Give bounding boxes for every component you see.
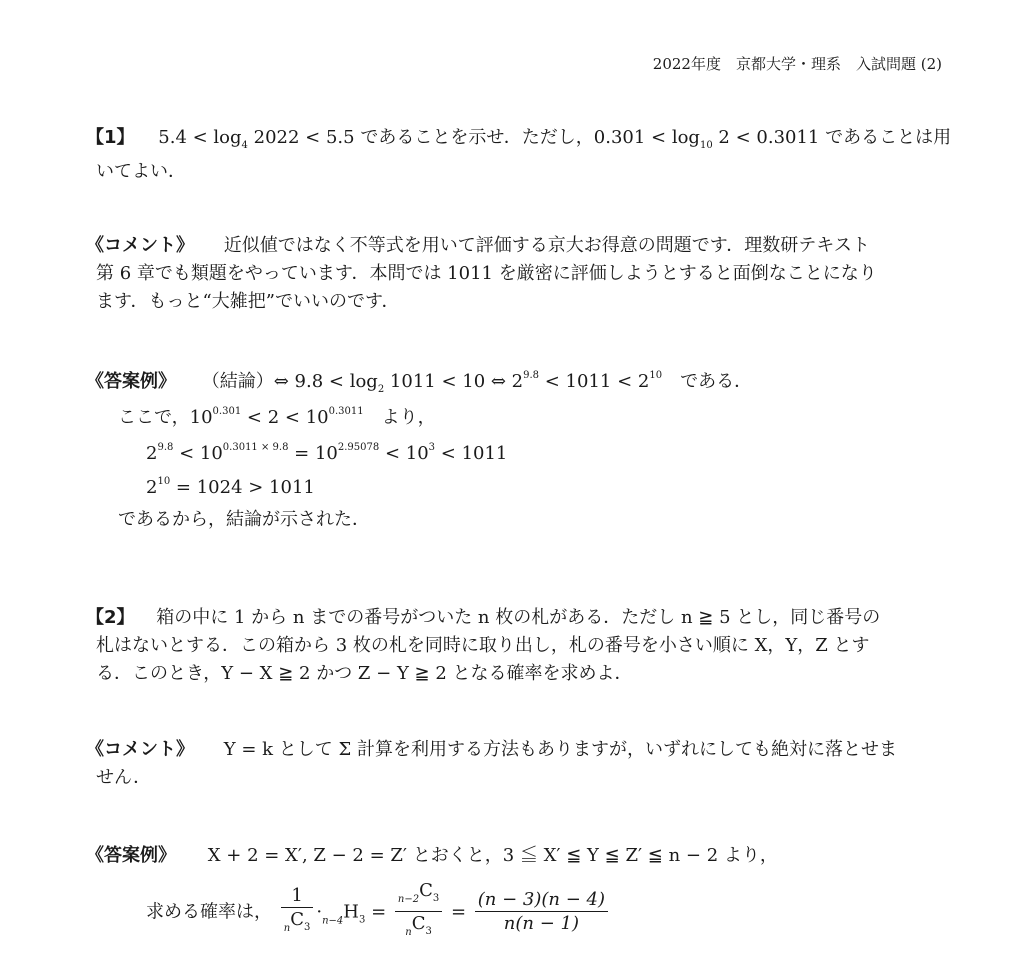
a3-t4: < 10 xyxy=(379,443,429,464)
comment1-label: 《コメント》 xyxy=(86,235,194,256)
comment1-line1 xyxy=(86,234,870,258)
comment2-t1: Y = k として Σ 計算を利用する方法もありますが，いずれにしても絶対に落とせま xyxy=(223,739,897,760)
a3-t2: < 10 xyxy=(173,443,223,464)
problem1-label: 【1】 xyxy=(86,127,135,148)
problem2-line3: る．このとき，Y − X ≧ 2 かつ Z − Y ≧ 2 となる確率を求めよ． xyxy=(96,663,633,684)
fraction-1 xyxy=(281,885,314,941)
a3-exp4: 3 xyxy=(428,442,436,453)
fraction-2-den: $_nC_3$ xyxy=(405,913,432,938)
answer1-line4 xyxy=(146,476,315,500)
mid-sub: 3 xyxy=(358,914,366,926)
a1-t4: である． xyxy=(662,371,753,392)
fraction-3 xyxy=(475,889,608,936)
fraction-2-num: $_{n-2}C_3$ xyxy=(395,880,442,912)
answer2-line2 xyxy=(146,880,611,947)
page-header: 2022年度 京都大学・理系 入試問題 (2) xyxy=(652,55,942,73)
eq1: = xyxy=(371,901,392,923)
a4-t1: 2 xyxy=(146,477,158,498)
problem2-line2: 札はないとする．この箱から 3 枚の札を同時に取り出し，札の番号を小さい順に X，Y，Z とす xyxy=(96,635,870,656)
problem1-line1 xyxy=(86,126,951,150)
comment1-line3: ます．もっと“大雑把”でいいのです． xyxy=(96,291,400,312)
problem2-line1 xyxy=(86,606,880,630)
a1-base: 2 xyxy=(377,384,385,395)
problem1-line2: いてよい． xyxy=(96,161,186,182)
a3-t5: < 1011 xyxy=(435,443,508,464)
a1-exp1: 9.8 xyxy=(523,370,540,381)
comment2-line1 xyxy=(86,738,897,762)
a2-exp2: 0.3011 xyxy=(328,406,364,417)
problem2-label: 【2】 xyxy=(86,607,135,628)
answer1-line3 xyxy=(146,442,507,466)
answer2-label: 《答案例》 xyxy=(86,845,176,866)
a3-exp3: 2.95078 xyxy=(337,442,380,453)
a2-exp1: 0.301 xyxy=(212,406,242,417)
fraction-1-num: 1 xyxy=(281,885,314,908)
fraction-1-den: $_nC_3$ xyxy=(283,908,311,934)
p1-t1: 5.4 < log xyxy=(158,127,242,148)
mid-h: H xyxy=(343,901,359,923)
fraction-2 xyxy=(395,880,442,945)
a3-t3: = 10 xyxy=(288,443,338,464)
p1-t2: 2022 < 5.5 であることを示せ．ただし，0.301 < log xyxy=(247,127,700,148)
fraction-3-den: n(n − 1) xyxy=(503,913,579,934)
a1-t3: < 1011 < 2 xyxy=(539,371,650,392)
answer1-line2 xyxy=(118,406,436,430)
a4-exp1: 10 xyxy=(157,476,171,487)
comment2-line2: せん． xyxy=(96,767,152,788)
dot-op: · xyxy=(316,901,323,923)
a4-t2: = 1024 > 1011 xyxy=(170,477,315,498)
answer2-label2: 求める確率は， xyxy=(146,901,272,923)
a1-t1: （結論）⇔ 9.8 < log xyxy=(201,371,378,392)
a2-t2: < 2 < 10 xyxy=(241,407,329,428)
a3-t1: 2 xyxy=(146,443,158,464)
mid-pre: n−4 xyxy=(322,915,344,927)
answer2-line1 xyxy=(86,844,778,868)
fraction-3-num: (n − 3)(n − 4) xyxy=(475,889,608,912)
comment1-t1: 近似値ではなく不等式を用いて評価する京大お得意の問題です．理数研テキスト xyxy=(223,235,870,256)
a3-exp1: 9.8 xyxy=(157,442,174,453)
p1-t3: 2 < 0.3011 であることは用 xyxy=(712,127,952,148)
a3-exp2: 0.3011 × 9.8 xyxy=(222,442,289,453)
a1-t2: 1011 < 10 ⇔ 2 xyxy=(384,371,524,392)
eq2: = xyxy=(450,901,472,923)
comment1-line2: 第 6 章でも類題をやっています．本問では 1011 を厳密に評価しようとすると面倒なことになり xyxy=(96,263,877,284)
comment2-label: 《コメント》 xyxy=(86,739,194,760)
a2-t3: より， xyxy=(363,407,436,428)
p2-q1: 箱の中に 1 から n までの番号がついた n 枚の札がある．ただし n ≧ 5 とし，同じ番号の xyxy=(156,607,881,628)
answer2-t1: X + 2 = X′, Z − 2 = Z′ とおくと，3 ≦ X′ ≦ Y ≦ Z′ ≦ n − 2 より， xyxy=(207,845,778,866)
a1-exp2: 10 xyxy=(649,370,663,381)
p1-base2: 10 xyxy=(699,140,713,151)
answer1-line1 xyxy=(86,370,752,394)
a2-t1: ここで，10 xyxy=(118,407,213,428)
p1-base1: 4 xyxy=(241,140,248,151)
answer1-label: 《答案例》 xyxy=(86,371,176,392)
answer1-line5: であるから，結論が示された． xyxy=(118,509,370,530)
